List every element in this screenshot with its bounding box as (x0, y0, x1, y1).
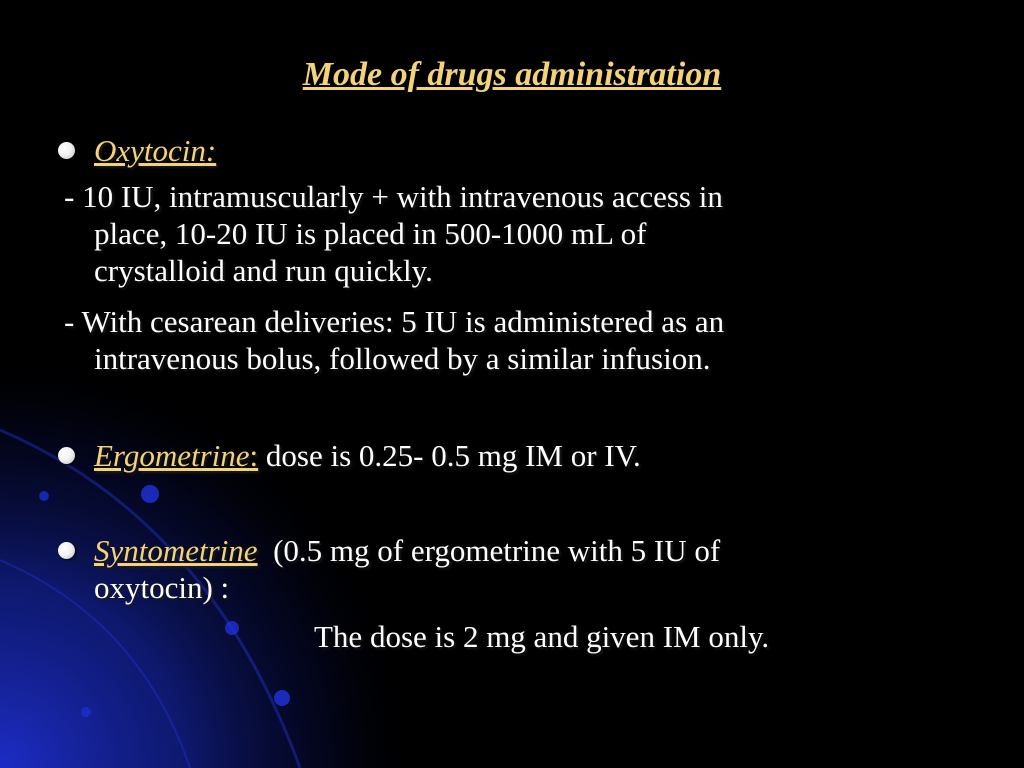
syntometrine-term: Syntometrine (94, 533, 258, 568)
bullet-syntometrine (58, 542, 75, 559)
bullet-ergometrine (58, 447, 75, 464)
ergometrine-colon: : (249, 438, 259, 473)
decor-dot (39, 491, 49, 501)
oxytocin-line-1: - 10 IU, intramuscularly + with intravenous access in (64, 179, 723, 214)
syntometrine-dose: The dose is 2 mg and given IM only. (314, 619, 770, 654)
syntometrine-composition: (0.5 mg of ergometrine with 5 IU of (257, 533, 721, 568)
decor-dot (141, 485, 159, 503)
ergometrine-line (94, 437, 641, 474)
oxytocin-term: Oxytocin (94, 133, 206, 168)
oxytocin-line-5: intravenous bolus, followed by a similar infusion. (94, 341, 711, 376)
slide-title: Mode of drugs administration (302, 56, 722, 93)
oxytocin-line-2: place, 10-20 IU is placed in 500-1000 mL of (94, 216, 647, 251)
oxytocin-heading (94, 132, 216, 169)
ergometrine-term: Ergometrine (94, 438, 250, 473)
oxytocin-line-3: crystalloid and run quickly. (94, 253, 433, 288)
bullet-oxytocin (58, 142, 75, 159)
oxytocin-colon: : (205, 133, 217, 168)
decor-dot (225, 621, 239, 635)
oxytocin-line-4: - With cesarean deliveries: 5 IU is administered as an (64, 304, 725, 339)
decor-dot (274, 690, 290, 706)
syntometrine-line-1 (94, 532, 720, 569)
syntometrine-line-2: oxytocin) : (94, 570, 230, 605)
decor-dot (81, 707, 91, 717)
ergometrine-dose: dose is 0.25- 0.5 mg IM or IV. (258, 438, 641, 473)
